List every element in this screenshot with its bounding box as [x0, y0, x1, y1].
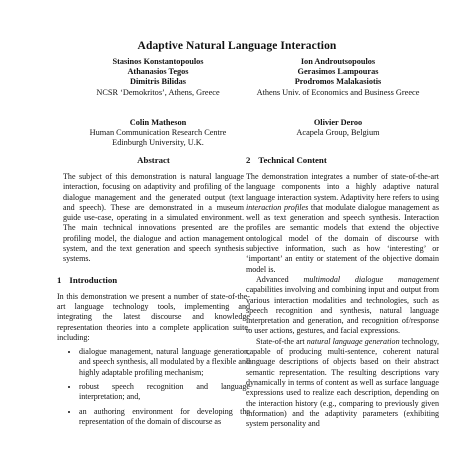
technical-paragraph-1: The demonstration integrates a number of state-of-the-art language components into a highly adaptive natural language interaction system. Adaptivity here refers to using interaction profiles that modulate dialogue management as well as text generation and speech synthesis. Interaction profiles are semantic models that extend the objective ontological model of the domain of discourse with subjective information, such as how ‘interesting’ or ‘important’ an entity or statement of the objective domain model is. — [246, 172, 439, 274]
intro-paragraph: In this demonstration we present a number of state-of-the-art language technology tools, implementing and integrating the latest discourse and knowledge representation theories into a complete application suite, including: — [57, 291, 250, 342]
section-heading-introduction — [57, 275, 250, 286]
right-column — [246, 155, 439, 429]
author-group-right — [228, 57, 448, 98]
author-name: Prodromos Malakasiotis — [294, 77, 382, 87]
author-affiliation: Athens Univ. of Economics and Business Greece — [256, 87, 420, 97]
abstract-text: The subject of this demonstration is natural language interaction, focusing on adaptivity and profiling of the dialogue management and the generated output (text and speech). These are demonstrated in a museum guide use-case, operating in a simulated environment. The main technical innovations presented are the profiling model, the dialogue and action management system, and the text generation and speech synthesis systems. — [63, 172, 244, 264]
author-group-olivier — [228, 118, 448, 138]
technical-paragraph-2: Advanced multimodal dialogue management capabilities involving and combining input and output from various interaction modalities and technologies, such as speech recognition and synthesis, natural language interpretation and generation, and recognition of/response to user actions, gestures, and facial expressions. — [246, 274, 439, 336]
author-name: Ion Androutsopoulos — [300, 57, 376, 66]
section-heading-technical-content — [246, 155, 439, 166]
author-name: Olivier Deroo — [313, 118, 363, 127]
author-name: Colin Matheson — [129, 118, 187, 127]
section-title: Introduction — [69, 274, 118, 285]
author-affiliation: Edinburgh University, U.K. — [112, 138, 204, 148]
technical-paragraph-3: State-of-the art natural language generation technology, capable of producing multi-sentence, coherent natural language descriptions of objects based on their abstract semantic representation. The resulting descriptions vary dynamically in terms of content as well as surface language expressions used to realize each description, depending on the interaction history (e.g., comparing to previously given information) and the adaptivity parameters (exhibiting system personality and — [246, 336, 439, 429]
author-affiliation: Acapela Group, Belgium — [296, 128, 380, 138]
list-item: • an authoring environment for developing the representation of the domain of discourse as — [79, 407, 250, 428]
author-affiliation: Human Communication Research Centre — [89, 128, 227, 138]
author-name: Gerasimos Lampouras — [297, 67, 379, 77]
author-name: Stasinos Konstantopoulos — [112, 57, 204, 66]
left-column — [57, 155, 250, 431]
author-affiliation: NCSR ‘Demokritos’, Athens, Greece — [96, 87, 220, 97]
section-title: Technical Content — [258, 155, 327, 165]
paper-title: Adaptive Natural Language Interaction — [137, 40, 337, 52]
section-number: 2 — [246, 155, 251, 165]
author-name: Athanasios Tegos — [127, 67, 189, 77]
intro-bullet-list — [57, 347, 250, 427]
list-item: • robust speech recognition and language interpretation; and, — [79, 382, 250, 403]
author-name: Dimitris Bilidas — [129, 77, 186, 87]
list-item: • dialogue management, natural language generation, and speech synthesis, all modulated by a flexible and highly adaptable profiling mechanism; — [79, 347, 250, 378]
section-number: 1 — [57, 274, 62, 285]
abstract-heading: Abstract — [137, 155, 170, 165]
